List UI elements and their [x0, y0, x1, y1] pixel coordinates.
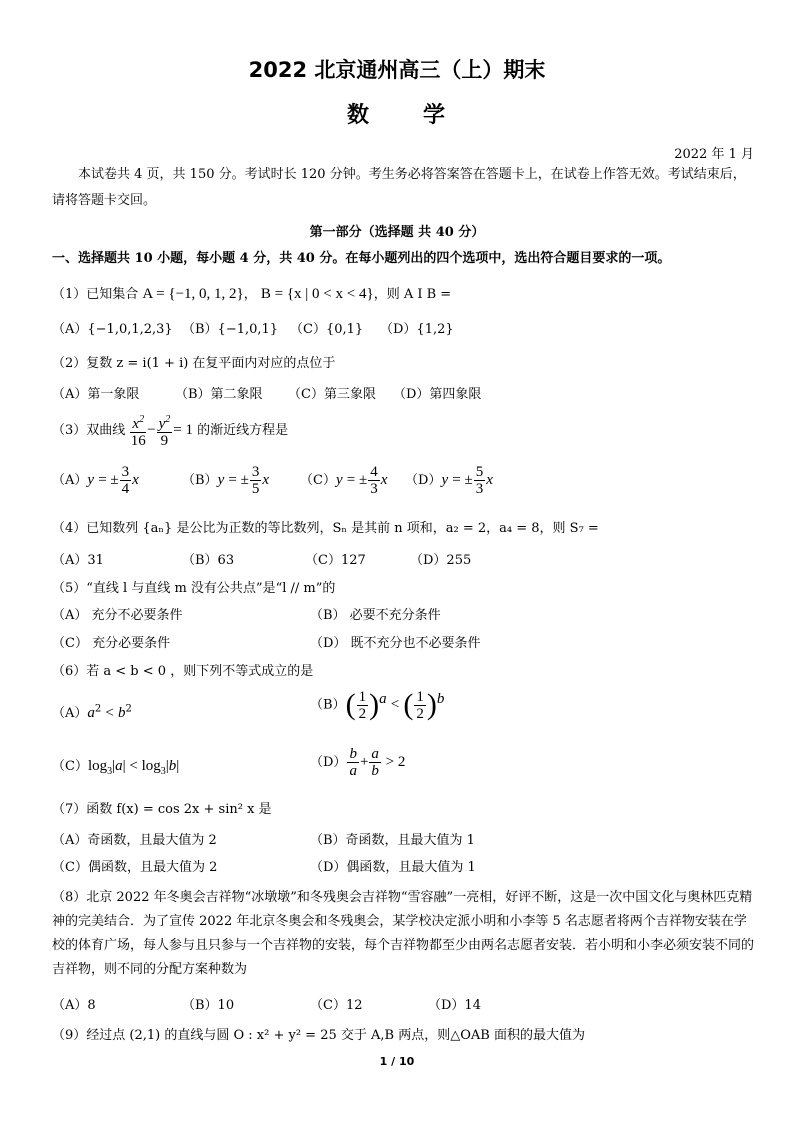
question-2-option-a[interactable]: （A）第一象限: [52, 387, 140, 402]
question-7-option-a[interactable]: （A）奇函数，且最大值为 2: [52, 833, 217, 848]
question-1-option-d[interactable]: （D）{1,2}: [380, 322, 454, 337]
question-4-option-d[interactable]: （D）255: [410, 553, 472, 568]
question-7-option-d[interactable]: （D）偶函数，且最大值为 1: [310, 860, 476, 875]
question-8-option-b[interactable]: （B）10: [182, 998, 235, 1013]
question-6-option-c[interactable]: $(C)\log_3|a| < \log_3|b|$: [52, 758, 180, 777]
question-6-stem: （6）若 a < b < 0 ，则下列不等式成立的是: [52, 664, 314, 679]
question-3-option-a[interactable]: （A）y = ± $\frac{3}{4}$ x: [52, 464, 139, 497]
question-4-stem: （4）已知数列 {aₙ} 是公比为正数的等比数列，Sₙ 是其前 n 项和，a₂ = 2，a₄ = 8，则 S₇ =: [52, 521, 599, 536]
question-7-stem: （7）函数 f(x) = cos 2x + sin² x 是: [52, 802, 272, 817]
subject-title: [0, 98, 794, 129]
question-8-option-c[interactable]: （C）12: [310, 998, 363, 1013]
question-5-option-b[interactable]: （B） 必要不充分条件: [310, 608, 441, 623]
question-1-option-b[interactable]: （B）{−1,0,1}: [182, 322, 279, 337]
question-8-option-d[interactable]: （D）14: [428, 998, 481, 1013]
exam-instructions: 本试卷共 4 页，共 150 分。考试时长 120 分钟。考生务必将答案答在答题卡上，在试卷上作答无效。考试结束后，请将答题卡交回。: [52, 167, 746, 208]
exam-title: 2022 北京通州高三（上）期末: [248, 58, 546, 82]
exam-date: 2022 年 1 月: [674, 147, 754, 162]
question-2-stem: （2）复数 z = i(1 + i) 在复平面内对应的点位于: [52, 356, 336, 371]
question-3-option-d[interactable]: （D）y = ± $\frac{5}{3}$ x: [405, 464, 493, 497]
question-1-option-c[interactable]: （C）{0,1}: [290, 322, 364, 337]
question-4-option-b[interactable]: （B）63: [182, 553, 235, 568]
question-3-stem: （3）双曲线 $\frac{x^2}{16}$ − $\frac{y^2}{9}$ = 1 的渐近线方程是: [52, 414, 289, 449]
question-1-stem: （1）已知集合 A = {−1, 0, 1, 2}， B = {x | 0 < x < 4}，则 A I B =: [52, 286, 452, 302]
page-number: 1 / 10: [379, 1055, 415, 1068]
question-2-option-c[interactable]: （C）第三象限: [288, 387, 376, 402]
question-7-option-c[interactable]: （C）偶函数，且最大值为 2: [52, 860, 218, 875]
question-8-option-a[interactable]: （A）8: [52, 998, 96, 1013]
subject-char-1: 数: [346, 103, 371, 128]
question-6-option-b[interactable]: （B）( $\frac{1}{2}$ )$^a$ < ( $\frac{1}{2}$ )$^b$: [310, 688, 445, 722]
question-3-option-c[interactable]: （C）y = ± $\frac{4}{3}$ x: [300, 464, 388, 497]
question-5-option-a[interactable]: （A） 充分不必要条件: [52, 608, 183, 623]
subject-char-2: 学: [423, 103, 448, 128]
question-5-option-c[interactable]: （C） 充分必要条件: [52, 636, 171, 651]
question-2-option-d[interactable]: （D）第四象限: [393, 387, 482, 402]
question-5-stem: （5）“直线 l 与直线 m 没有公共点”是“l // m”的: [52, 581, 336, 596]
question-9-stem: （9）经过点 (2,1) 的直线与圆 O : x² + y² = 25 交于 A,B 两点，则△OAB 面积的最大值为: [52, 1028, 585, 1043]
question-8-stem: （8）北京 2022 年冬奥会吉祥物“冰墩墩”和冬残奥会吉祥物“雪容融”一亮相，好评不断，这是一次中国文化与奥林匹克精神的完美结合．为了宣传 2022 年北京冬奥会和冬残奥会，某学校决定派小明和小李等 5 名志愿者将两个吉祥物安装在学校的体育广场，每人参与且只参与一个吉祥物的安装，每个吉祥物都至少由两名志愿者安装．若小明和小李必须安装不同的吉祥物，则不同的分配方案种数为: [52, 890, 755, 977]
question-7-option-b[interactable]: （B）奇函数，且最大值为 1: [310, 833, 475, 848]
question-2-option-b[interactable]: （B）第二象限: [175, 387, 263, 402]
question-6-option-d[interactable]: （D） $\frac{b}{a}$ + $\frac{a}{b}$ > 2: [310, 746, 406, 779]
question-4-option-a[interactable]: （A）31: [52, 553, 104, 568]
question-4-option-c[interactable]: （C）127: [305, 553, 366, 568]
section-title: 一、选择题共 10 小题，每小题 4 分，共 40 分。在每小题列出的四个选项中，选出符合题目要求的一项。: [52, 251, 671, 266]
question-3-option-b[interactable]: （B）y = ± $\frac{3}{5}$ x: [182, 464, 269, 497]
question-5-option-d[interactable]: （D） 既不充分也不必要条件: [310, 636, 481, 651]
question-6-option-a[interactable]: $(A)a^2 < b^2$: [52, 703, 132, 721]
part-title: 第一部分（选择题 共 40 分）: [309, 225, 485, 240]
question-1-option-a[interactable]: （A）{−1,0,1,2,3}: [52, 322, 173, 337]
